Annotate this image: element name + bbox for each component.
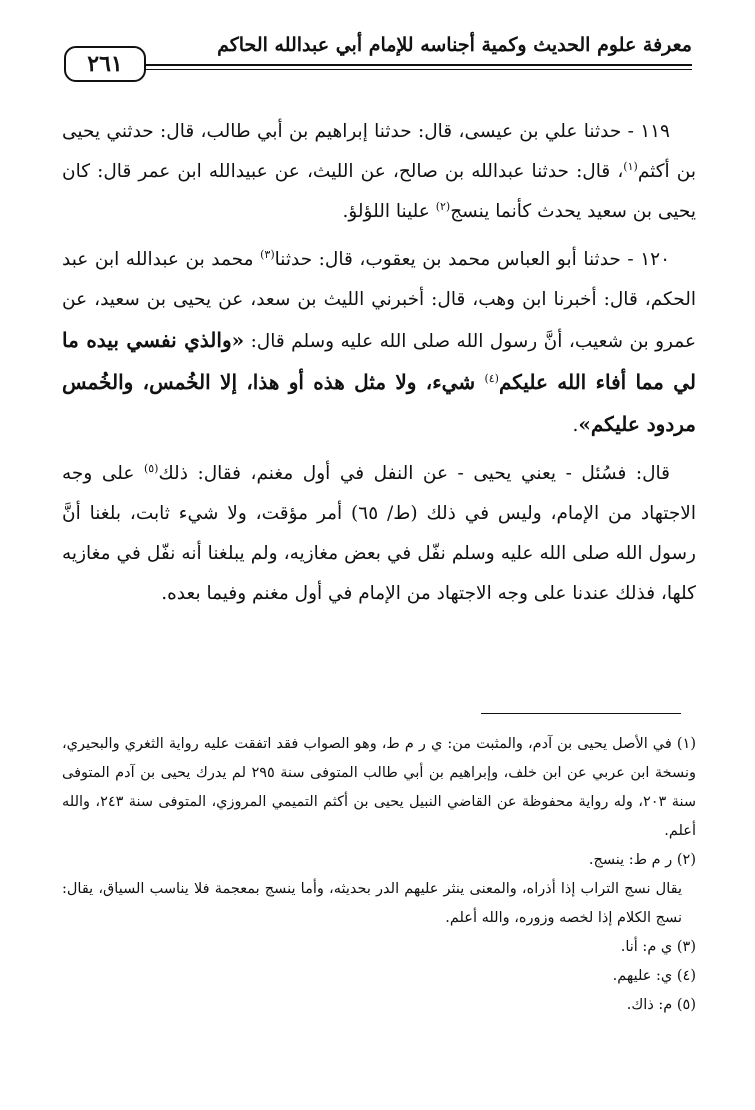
footnote-2: (٢) ر م ط: ينسج. [588, 852, 696, 868]
hadith-text: «والذي نفسي بيده ما لي مما أفاء الله عليكم [62, 328, 697, 394]
paragraph-commentary [62, 454, 696, 614]
footnote-5: (٥) م: ذاك. [626, 997, 696, 1013]
footnote-ref-3: (٣) [260, 247, 275, 261]
text-run: ١٢٠ - حدثنا أبو العباس محمد بن يعقوب، قال: حدثنا [274, 249, 671, 270]
text-run: علينا اللؤلؤ. [342, 201, 436, 222]
text-run: محمد بن عبدالله ابن عبد الحكم، قال: أخبرنا ابن وهب، قال: أخبرني الليث بن سعد، عن يحيى بن سعيد، عن عمرو بن شعيب، أنَّ رسول الله صلى الله عليه وسلم قال: [62, 249, 696, 352]
text-run: ، قال: حدثنا عبدالله بن صالح، عن الليث، عن عبيدالله ابن عمر قال: كان يحيى بن سعيد يحدث كأنما ينسج [62, 161, 696, 222]
page-header [64, 24, 692, 84]
text-run: . [572, 415, 579, 436]
running-title: معرفة علوم الحديث وكمية أجناسه للإمام أبي عبدالله الحاكم [217, 34, 692, 56]
paragraph-119 [62, 112, 696, 232]
text-run: على وجه الاجتهاد من الإمام، وليس في ذلك (ط/ ٦٥) أمر مؤقت، ولا شيء ثابت، بلغنا أنَّ رسول الله صلى الله عليه وسلم نفّل في بعض مغازيه، ولم يبلغنا أنه نفّل في مغازيه كلها، فذلك عندنا على وجه الاجتهاد من الإمام في أول مغنم وفيما بعده. [62, 463, 696, 604]
footnote-ref-5: (٥) [143, 461, 159, 475]
footnote-ref-4: (٤) [484, 371, 499, 385]
footnote-separator [481, 713, 681, 714]
paragraph-120 [62, 240, 696, 446]
footnote-ref-1: (١) [623, 159, 638, 173]
footnote-3: (٣) ي م: أنا. [620, 939, 696, 955]
footnotes [62, 730, 696, 1020]
footnote-ref-2: (٢) [435, 199, 451, 213]
text-run: قال: فسُئل - يعني يحيى - عن النفل في أول مغنم، فقال: ذلك [158, 463, 670, 484]
header-rule [146, 64, 692, 66]
footnote-1: (١) في الأصل يحيى بن آدم، والمثبت من: ي ر م ط، وهو الصواب فقد اتفقت عليه رواية الثغري والبحيري، ونسخة ابن عربي عن ابن خلف، وإبراهيم بن أبي طالب المتوفى سنة ٢٩٥ لم يدرك يحيى بن آدم المتوفى سنة ٢٠٣، وله رواية محفوظة عن القاضي النبيل يحيى بن أكثم التميمي المروزي، المتوفى سنة ٢٤٣، والله أعلم. [62, 736, 697, 839]
footnote-4: (٤) ي: عليهم. [612, 968, 696, 984]
text-run: ١١٩ - حدثنا علي بن عيسى، قال: حدثنا إبراهيم بن أبي طالب، قال: حدثني يحيى بن أكثم [62, 121, 696, 182]
hadith-text: شيء، ولا مثل هذه أو هذا، إلا الخُمس، والخُمس مردود عليكم» [62, 370, 696, 436]
main-text [62, 112, 696, 614]
page-number: ٢٦١ [64, 46, 146, 82]
footnote-2-note: يقال نسج التراب إذا أذراه، والمعنى ينثر عليهم الدر بحديثه، وأما ينسج بمعجمة فلا يناسب السياق، يقال: نسج الكلام إذا لخصه وزوره، والله أعلم. [62, 881, 682, 926]
header-rule-thin [146, 69, 692, 70]
